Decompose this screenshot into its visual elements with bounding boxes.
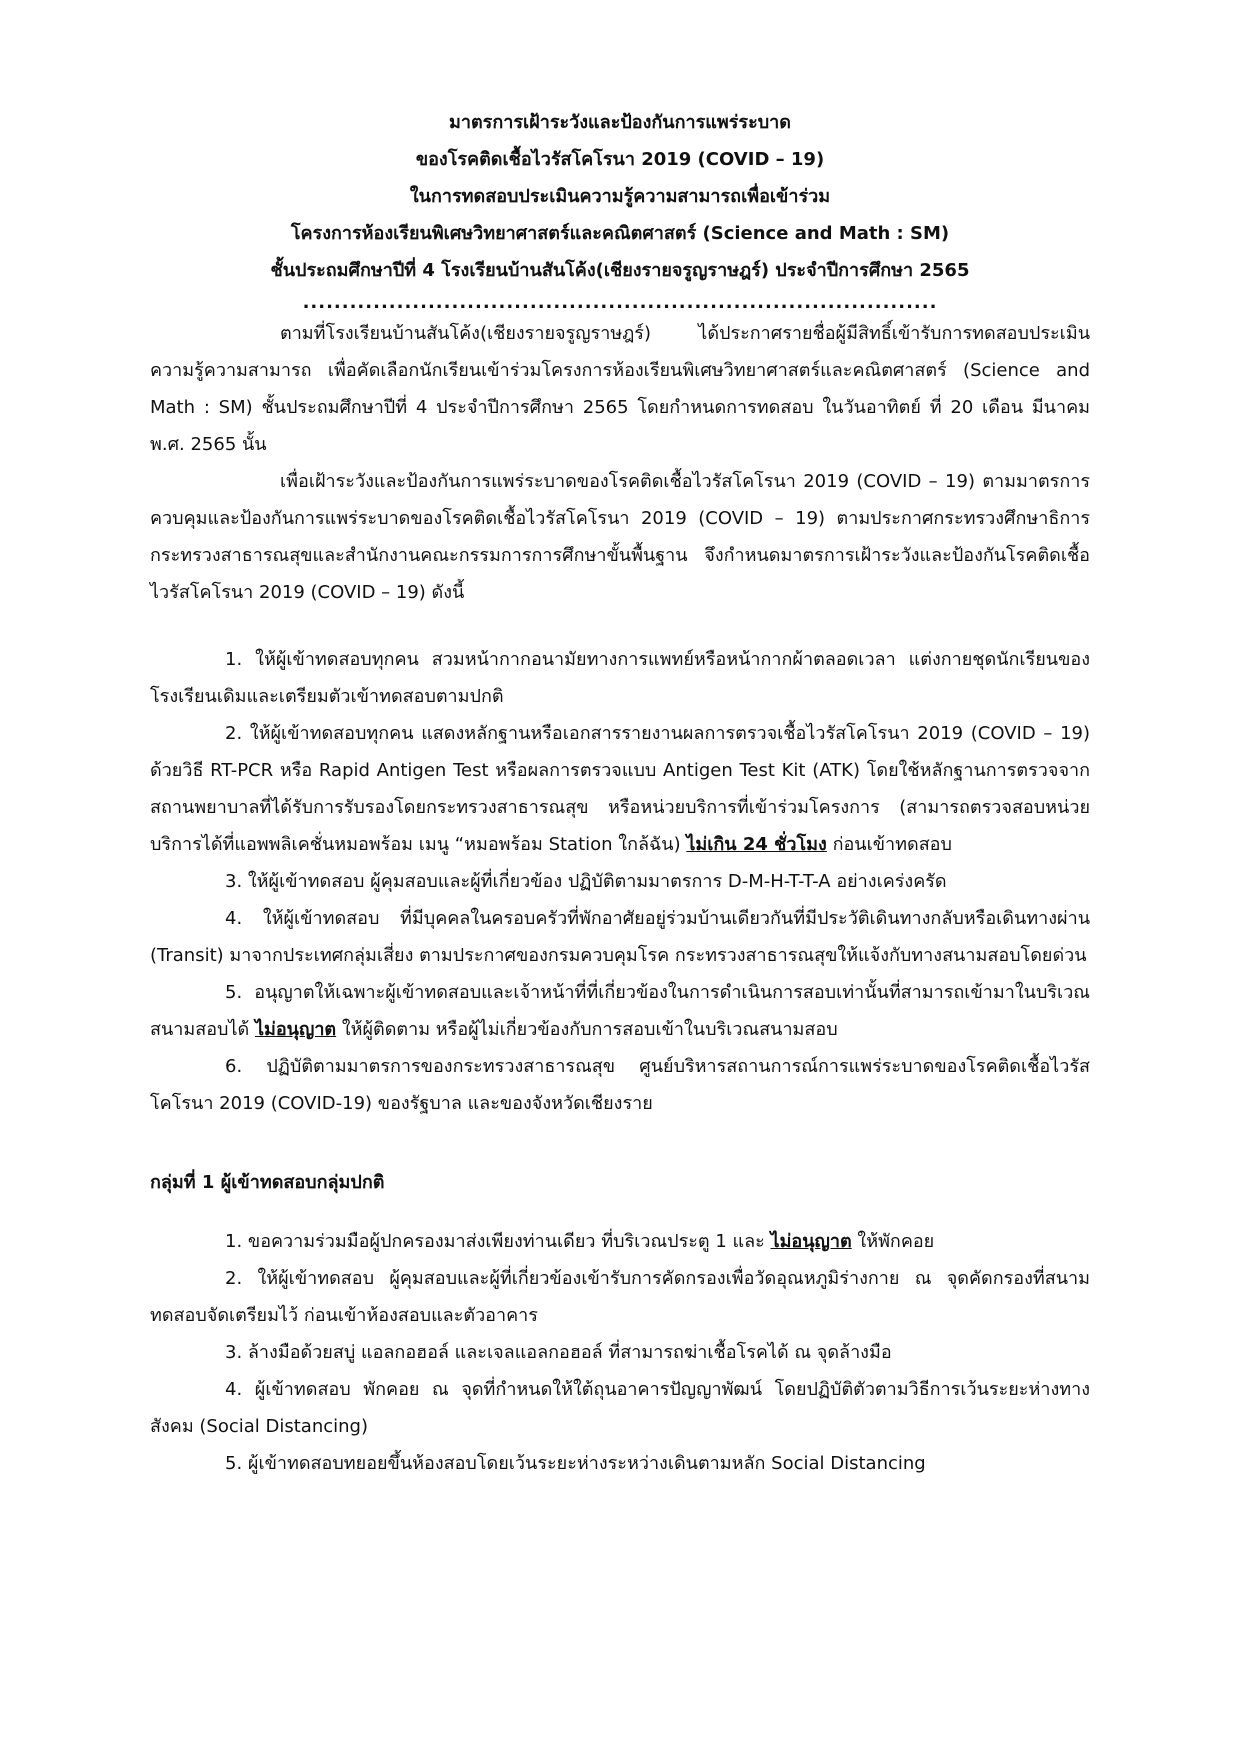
measure-item-2-tail: ก่อนเข้าทดสอบ (826, 834, 952, 855)
measure-item-5-emphasis: ไม่อนุญาต (254, 1019, 337, 1040)
group-1-item-1-emphasis: ไม่อนุญาต (770, 1231, 852, 1252)
measure-item-5-text: 5. อนุญาตให้เฉพาะผู้เข้าทดสอบและเจ้าหน้าที่ที่เกี่ยวข้องในการดำเนินการสอบเท่านั้นที่สามารถเข้ามาในบริเวณสนามสอบได้ (150, 982, 1090, 1040)
title-line-3: ในการทดสอบประเมินความรู้ความสามารถเพื่อเข้าร่วม (409, 186, 831, 207)
measure-item-3: 3. ให้ผู้เข้าทดสอบ ผู้คุมสอบและผู้ที่เกี่ยวข้อง ปฏิบัติตามมาตรการ D-M-H-T-T-A อย่างเคร่งครัด (225, 871, 947, 892)
measure-item-5 (150, 974, 1090, 1048)
measure-item-6: 6. ปฏิบัติตามมาตรการของกระทรวงสาธารณสุข ศูนย์บริหารสถานการณ์การแพร่ระบาดของโรคติดเชื้อไวรัสโคโรนา 2019 (COVID-19) ของรัฐบาล และของจังหวัดเชียงราย (150, 1056, 1090, 1114)
measure-item-5-tail: ให้ผู้ติดตาม หรือผู้ไม่เกี่ยวข้องกับการสอบเข้าในบริเวณสนามสอบ (336, 1019, 838, 1040)
group-1-list (150, 1223, 1090, 1482)
group-1-item-1-text: 1. ขอความร่วมมือผู้ปกครองมาส่งเพียงท่านเดียว ที่บริเวณประตู 1 และ (225, 1231, 771, 1252)
group-1-item-5: 5. ผู้เข้าทดสอบทยอยขึ้นห้องสอบโดยเว้นระยะห่างระหว่างเดินตามหลัก Social Distancing (225, 1453, 926, 1474)
group-1-item-1 (150, 1223, 1090, 1260)
group-1-item-1-tail: ให้พักคอย (851, 1231, 935, 1252)
title-line-2: ของโรคติดเชื้อไวรัสโคโรนา 2019 (COVID – 19) (415, 149, 825, 170)
group-1-heading: กลุ่มที่ 1 ผู้เข้าทดสอบกลุ่มปกติ (150, 1172, 385, 1193)
measure-item-2-text: 2. ให้ผู้เข้าทดสอบทุกคน แสดงหลักฐานหรือเอกสารรายงานผลการตรวจเชื้อไวรัสโคโรนา 2019 (COVID – 19) ด้วยวิธี RT-PCR หรือ Rapid Antigen Test หรือผลการตรวจแบบ Antigen Test Kit (ATK) โดยใช้หลักฐานการตรวจจากสถานพยาบาลที่ได้รับการรับรองโดยกระทรวงสาธารณสุข หรือหน่วยบริการที่เข้าร่วมโครงการ (สามารถตรวจสอบหน่วยบริการได้ที่แอพพลิเคชั่นหมอพร้อม เมนู “หมอพร้อม Station ใกล้ฉัน) (150, 723, 1090, 855)
measure-item-2-emphasis: ไม่เกิน 24 ชั่วโมง (686, 834, 827, 855)
measures-list (150, 641, 1090, 1122)
measure-item-4: 4. ให้ผู้เข้าทดสอบ ที่มีบุคคลในครอบครัวที่พักอาศัยอยู่ร่วมบ้านเดียวกันที่มีประวัติเดินทางกลับหรือเดินทางผ่าน (Transit) มาจากประเทศกลุ่มเสี่ยง ตามประกาศของกรมควบคุมโรค กระทรวงสาธารณสุขให้แจ้งกับทางสนามสอบโดยด่วน (150, 908, 1090, 966)
group-1-item-4: 4. ผู้เข้าทดสอบ พักคอย ณ จุดที่กำหนดให้ใต้ถุนอาคารปัญญาพัฒน์ โดยปฏิบัติตัวตามวิธีการเว้นระยะห่างทางสังคม (Social Distancing) (150, 1379, 1090, 1437)
title-line-4: โครงการห้องเรียนพิเศษวิทยาศาสตร์และคณิตศาสตร์ (Science and Math : SM) (290, 223, 950, 244)
title-divider: ................................................................................. (302, 292, 938, 313)
document-content (150, 104, 1090, 1482)
intro-paragraph-1: ตามที่โรงเรียนบ้านสันโค้ง(เชียงรายจรูญราษฎร์) ได้ประกาศรายชื่อผู้มีสิทธิ์เข้ารับการทดสอบประเมินความรู้ความสามารถ เพื่อคัดเลือกนักเรียนเข้าร่วมโครงการห้องเรียนพิเศษวิทยาศาสตร์และคณิตศาสตร์ (Science and Math : SM) ชั้นประถมศึกษาปีที่ 4 ประจำปีการศึกษา 2565 โดยกำหนดการทดสอบ ในวันอาทิตย์ ที่ 20 เดือน มีนาคม พ.ศ. 2565 นั้น (150, 323, 1090, 455)
title-line-1: มาตรการเฝ้าระวังและป้องกันการแพร่ระบาด (449, 112, 791, 133)
document-title (150, 104, 1090, 315)
group-1-item-3: 3. ล้างมือด้วยสบู่ แอลกอฮอล์ และเจลแอลกอฮอล์ ที่สามารถฆ่าเชื้อโรคได้ ณ จุดล้างมือ (225, 1342, 892, 1363)
measure-item-1: 1. ให้ผู้เข้าทดสอบทุกคน สวมหน้ากากอนามัยทางการแพทย์หรือหน้ากากผ้าตลอดเวลา แต่งกายชุดนักเรียนของโรงเรียนเดิมและเตรียมตัวเข้าทดสอบตามปกติ (150, 649, 1090, 707)
intro-paragraph-2: เพื่อเฝ้าระวังและป้องกันการแพร่ระบาดของโรคติดเชื้อไวรัสโคโรนา 2019 (COVID – 19) ตามมาตรการควบคุมและป้องกันการแพร่ระบาดของโรคติดเชื้อไวรัสโคโรนา 2019 (COVID – 19) ตามประกาศกระทรวงศึกษาธิการ กระทรวงสาธารณสุขและสำนักงานคณะกรรมการการศึกษาขั้นพื้นฐาน จึงกำหนดมาตรการเฝ้าระวังและป้องกันโรคติดเชื้อไวรัสโคโรนา 2019 (COVID – 19) ดังนี้ (150, 471, 1090, 603)
measure-item-2 (150, 715, 1090, 863)
group-1-item-2: 2. ให้ผู้เข้าทดสอบ ผู้คุมสอบและผู้ที่เกี่ยวข้องเข้ารับการคัดกรองเพื่อวัดอุณหภูมิร่างกาย ณ จุดคัดกรองที่สนามทดสอบจัดเตรียมไว้ ก่อนเข้าห้องสอบและตัวอาคาร (150, 1268, 1090, 1326)
title-line-5: ชั้นประถมศึกษาปีที่ 4 โรงเรียนบ้านสันโค้ง(เชียงรายจรูญราษฎร์) ประจำปีการศึกษา 2565 (270, 260, 970, 281)
